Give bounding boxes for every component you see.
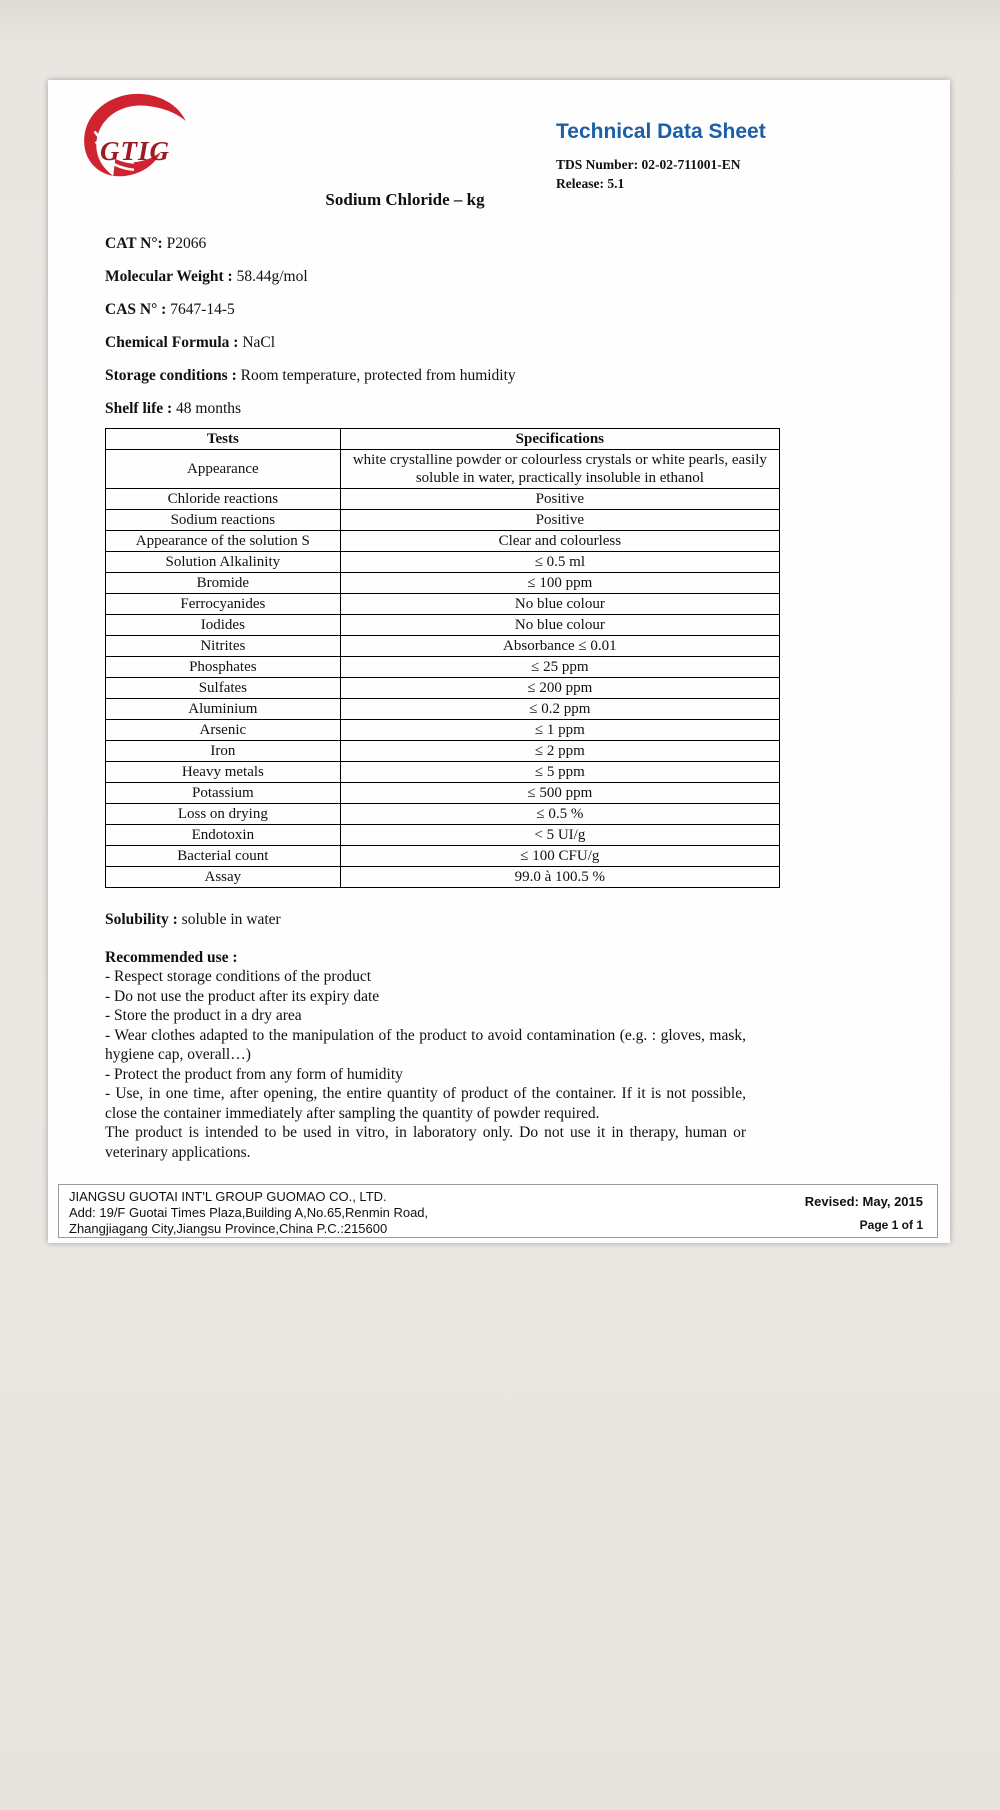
test-cell: Arsenic (106, 720, 341, 741)
table-row (106, 804, 780, 825)
recommended-use-line: - Do not use the product after its expiry date (105, 987, 380, 1005)
table-header-tests: Tests (106, 429, 341, 450)
table-row (106, 531, 780, 552)
spec-cell: white crystalline powder or colourless crystals or white pearls, easily soluble in water, practically insoluble in ethanol (340, 450, 779, 489)
test-cell: Appearance of the solution S (106, 531, 341, 552)
tds-number: TDS Number: 02-02-711001-EN (556, 157, 741, 172)
document-content (105, 190, 780, 1162)
field-cat-number (105, 234, 765, 253)
spec-cell: ≤ 0.5 % (340, 804, 779, 825)
table-row (106, 699, 780, 720)
table-row (106, 762, 780, 783)
table-row (106, 450, 780, 489)
table-row (106, 678, 780, 699)
footer (58, 1184, 938, 1238)
table-row (106, 657, 780, 678)
table-row (106, 846, 780, 867)
table-row (106, 594, 780, 615)
field-storage-conditions (105, 366, 765, 385)
field-value: 48 months (176, 400, 242, 417)
table-row (106, 783, 780, 804)
field-cas-number (105, 300, 765, 319)
recommended-use-line: - Respect storage conditions of the product (105, 968, 372, 985)
table-row (106, 825, 780, 846)
solubility-value: soluble in water (181, 911, 281, 928)
spec-cell: Positive (340, 510, 779, 531)
page-number: Page 1 of 1 (859, 1218, 923, 1232)
table-row (106, 636, 780, 657)
company-address-line: Zhangjiagang City,Jiangsu Province,China P.C.:215600 (69, 1221, 388, 1236)
field-chemical-formula (105, 333, 765, 352)
table-row (106, 615, 780, 636)
test-cell: Bacterial count (106, 846, 341, 867)
field-value: 7647-14-5 (170, 301, 235, 318)
field-value: P2066 (166, 235, 207, 252)
spec-cell: ≤ 2 ppm (340, 741, 779, 762)
revised-date: Revised: May, 2015 (804, 1194, 923, 1209)
test-cell: Phosphates (106, 657, 341, 678)
spec-table (105, 428, 780, 888)
test-cell: Aluminium (106, 699, 341, 720)
field-label: CAS N° : (105, 301, 167, 318)
test-cell: Sulfates (106, 678, 341, 699)
field-label: CAT N°: (105, 235, 163, 252)
spec-cell: ≤ 25 ppm (340, 657, 779, 678)
field-shelf-life (105, 399, 765, 418)
product-title: Sodium Chloride – kg (325, 190, 485, 209)
spec-cell: ≤ 100 CFU/g (340, 846, 779, 867)
recommended-use-title: Recommended use : (105, 949, 238, 966)
table-header-row (106, 429, 780, 450)
recommended-use-block (105, 967, 746, 1162)
field-value: NaCl (242, 334, 276, 351)
spec-cell: ≤ 500 ppm (340, 783, 779, 804)
table-row (106, 489, 780, 510)
test-cell: Chloride reactions (106, 489, 341, 510)
spec-cell: Positive (340, 489, 779, 510)
release-number: Release: 5.1 (556, 176, 625, 191)
spec-cell: 99.0 à 100.5 % (340, 867, 779, 888)
table-row (106, 510, 780, 531)
spec-cell: No blue colour (340, 594, 779, 615)
spec-cell: ≤ 100 ppm (340, 573, 779, 594)
field-molecular-weight (105, 267, 765, 286)
field-label: Molecular Weight : (105, 268, 233, 285)
spec-cell: Absorbance ≤ 0.01 (340, 636, 779, 657)
recommended-use-line: The product is intended to be used in vitro, in laboratory only. Do not use it in therapy, human or veterinary applications. (105, 1124, 746, 1161)
table-row (106, 552, 780, 573)
test-cell: Bromide (106, 573, 341, 594)
recommended-use-line: - Use, in one time, after opening, the entire quantity of product of the container. If it is not possible, close the container immediately after sampling the quantity of powder required. (105, 1085, 746, 1122)
test-cell: Sodium reactions (106, 510, 341, 531)
footer-company-block (69, 1189, 429, 1236)
test-cell: Appearance (106, 450, 341, 489)
test-cell: Solution Alkalinity (106, 552, 341, 573)
table-row (106, 741, 780, 762)
company-name: JIANGSU GUOTAI INT'L GROUP GUOMAO CO., LTD. (69, 1189, 387, 1204)
test-cell: Iron (106, 741, 341, 762)
spec-cell: No blue colour (340, 615, 779, 636)
test-cell: Assay (106, 867, 341, 888)
test-cell: Endotoxin (106, 825, 341, 846)
solubility-line (105, 910, 780, 929)
spec-cell: Clear and colourless (340, 531, 779, 552)
test-cell: Iodides (106, 615, 341, 636)
test-cell: Loss on drying (106, 804, 341, 825)
recommended-use-line: - Store the product in a dry area (105, 1007, 302, 1024)
footer-meta-block (805, 1189, 923, 1232)
spec-cell: ≤ 200 ppm (340, 678, 779, 699)
test-cell: Nitrites (106, 636, 341, 657)
table-row (106, 867, 780, 888)
table-header-specifications: Specifications (340, 429, 779, 450)
logo-text: GTIG (100, 136, 170, 166)
recommended-use-line: - Protect the product from any form of humidity (105, 1065, 403, 1083)
field-label: Chemical Formula : (105, 334, 239, 351)
field-value: 58.44g/mol (236, 268, 308, 285)
sheet-title: Technical Data Sheet (556, 120, 766, 143)
document-page (48, 80, 950, 1243)
test-cell: Potassium (106, 783, 341, 804)
spec-cell: < 5 UI/g (340, 825, 779, 846)
spec-cell: ≤ 0.5 ml (340, 552, 779, 573)
spec-cell: ≤ 0.2 ppm (340, 699, 779, 720)
solubility-label: Solubility : (105, 911, 178, 928)
table-row (106, 573, 780, 594)
field-label: Storage conditions : (105, 367, 237, 384)
field-value: Room temperature, protected from humidity (240, 367, 516, 384)
spec-cell: ≤ 5 ppm (340, 762, 779, 783)
test-cell: Ferrocyanides (106, 594, 341, 615)
test-cell: Heavy metals (106, 762, 341, 783)
spec-cell: ≤ 1 ppm (340, 720, 779, 741)
header-right (556, 120, 916, 193)
recommended-use-line: - Wear clothes adapted to the manipulation of the product to avoid contamination (e.g. : gloves, mask, hygiene cap, overall…) (105, 1026, 746, 1063)
table-row (106, 720, 780, 741)
field-label: Shelf life : (105, 400, 173, 417)
company-address-line: Add: 19/F Guotai Times Plaza,Building A,No.65,Renmin Road, (69, 1205, 429, 1220)
gtig-logo (76, 88, 251, 180)
